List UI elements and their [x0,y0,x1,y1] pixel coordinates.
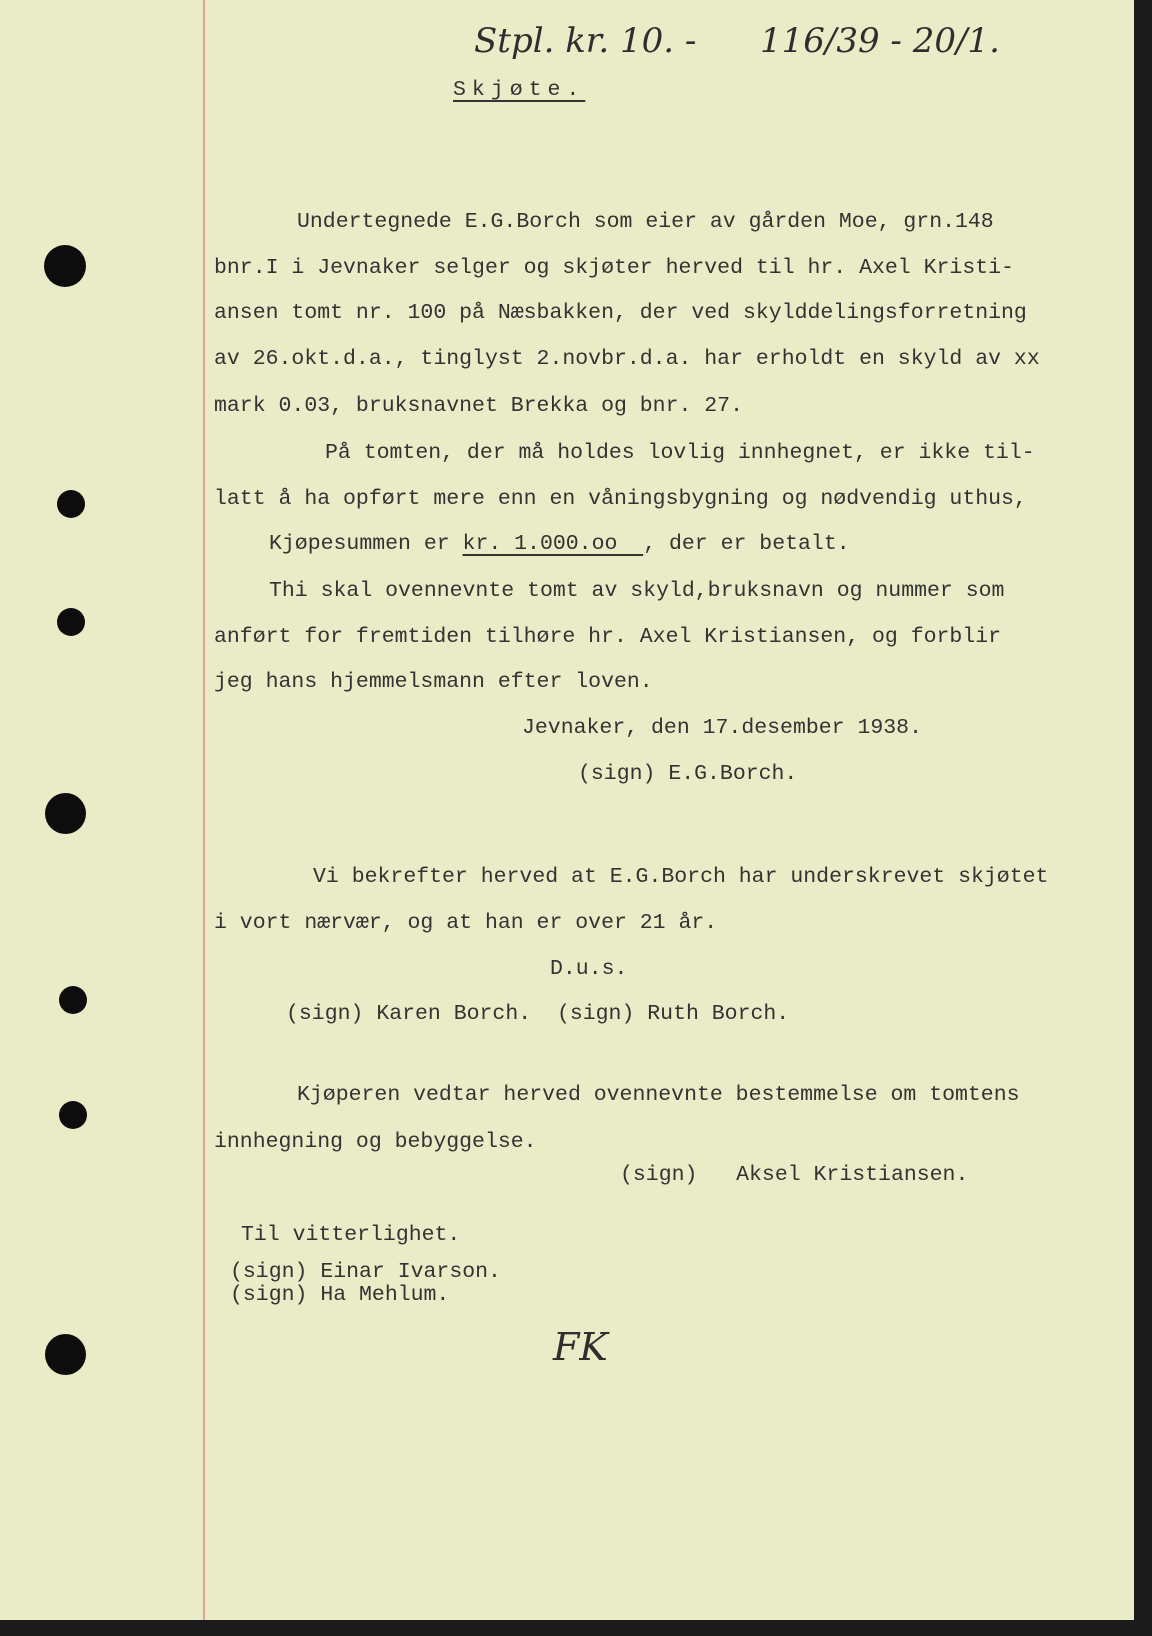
body-line: Undertegnede E.G.Borch som eier av gården Moe, grn.148 [297,210,994,234]
body-line: På tomten, der må holdes lovlig innhegnet, er ikke til- [325,441,1035,465]
document-title: Skjøte. [453,78,586,102]
price-suffix: , der er betalt. [643,532,850,556]
body-line: ansen tomt nr. 100 på Næsbakken, der ved skylddelingsforretning [214,301,1027,325]
price-prefix: Kjøpesummen er [269,532,463,556]
punch-hole [59,986,87,1014]
price-line [269,534,850,556]
body-line: jeg hans hjemmelsmann efter loven. [214,670,653,694]
body-line: av 26.okt.d.a., tinglyst 2.novbr.d.a. har erholdt en skyld av xx [214,347,1040,371]
body-line: Thi skal ovennevnte tomt av skyld,bruksnavn og nummer som [269,579,1005,603]
body-line: bnr.I i Jevnaker selger og skjøter herved til hr. Axel Kristi- [214,256,1014,280]
witness-line: i vort nærvær, og at han er over 21 år. [214,911,718,935]
witness-signatures: (sign) Karen Borch. (sign) Ruth Borch. [286,1002,790,1026]
punch-hole [45,793,86,834]
body-line: latt å ha opført mere enn en våningsbygning og nødvendig uthus, [214,487,1027,511]
witness-line: Vi bekrefter herved at E.G.Borch har underskrevet skjøtet [313,865,1049,889]
seller-signature: (sign) E.G.Borch. [578,762,798,786]
price-amount: kr. 1.000.oo [462,532,644,556]
stamp-fee-annotation: Stpl. kr. 10. - [474,21,697,61]
clerk-initials: FK [553,1325,608,1369]
attestation-signature: (sign) Einar Ivarson. [230,1260,501,1284]
punch-hole [45,1334,86,1375]
attestation-heading: Til vitterlighet. [241,1223,461,1247]
buyer-line: Kjøperen vedtar herved ovennevnte bestemmelse om tomtens [297,1083,1020,1107]
attestation-signature: (sign) Ha Mehlum. [230,1283,450,1307]
place-date: Jevnaker, den 17.desember 1938. [522,716,922,740]
buyer-signature: (sign) Aksel Kristiansen. [620,1163,969,1187]
body-line: anført for fremtiden tilhøre hr. Axel Kristiansen, og forblir [214,625,1002,649]
punch-hole [59,1101,87,1129]
margin-rule [203,0,205,1620]
buyer-line: innhegning og bebyggelse. [214,1130,537,1154]
punch-hole [57,490,85,518]
punch-hole [44,245,86,287]
registry-reference: 116/39 - 20/1. [760,21,1000,61]
punch-hole [57,608,85,636]
witness-closing: D.u.s. [550,957,628,981]
body-line: mark 0.03, bruksnavnet Brekka og bnr. 27. [214,394,743,418]
